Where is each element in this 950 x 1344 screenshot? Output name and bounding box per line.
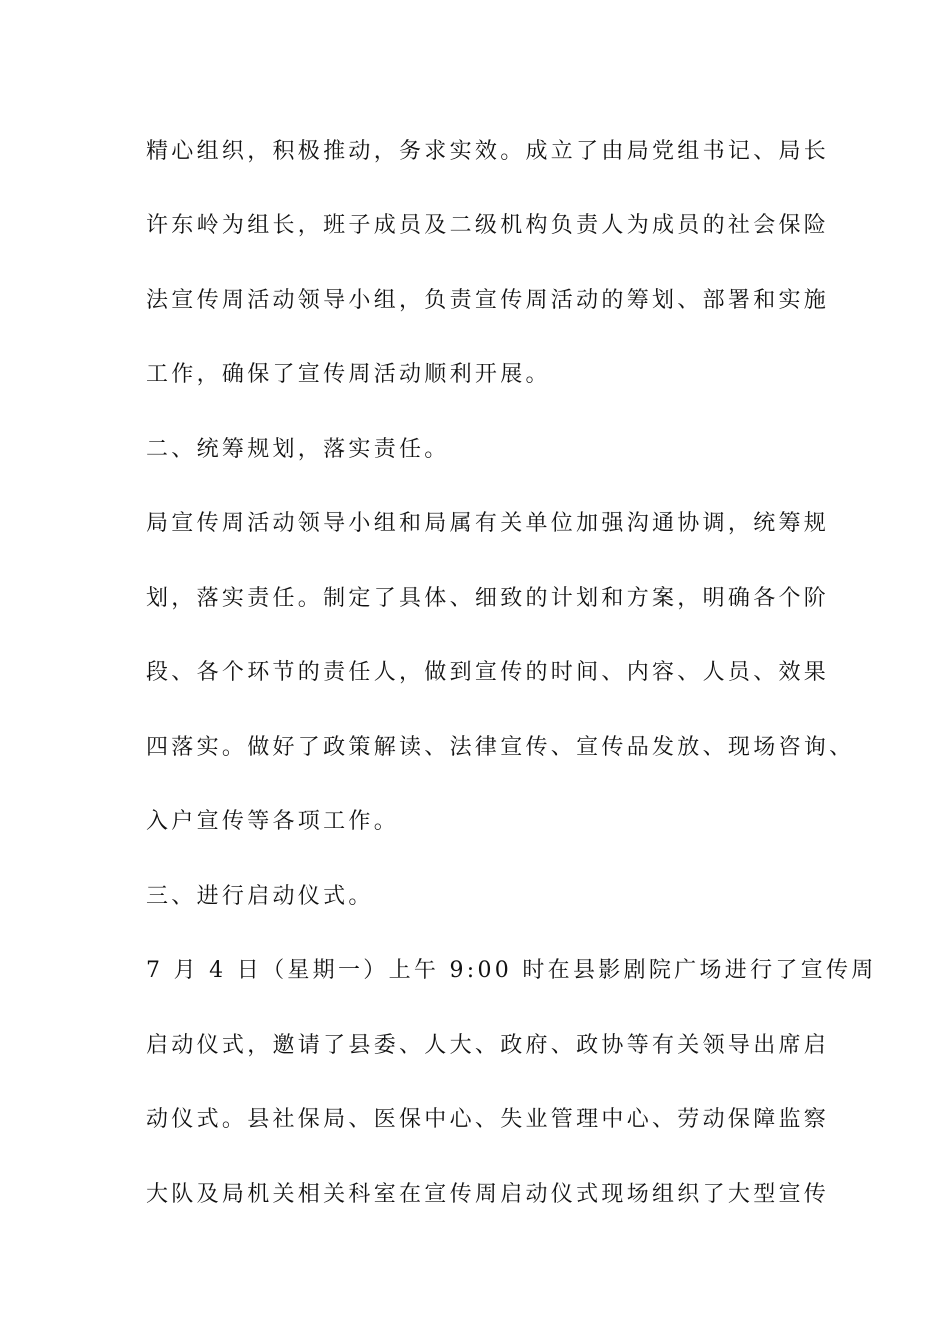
body-text-line: 7 月 4 日（星期一）上午 9:00 时在县影剧院广场进行了宣传周: [146, 958, 877, 983]
body-text-line: 划，落实责任。制定了具体、细致的计划和方案，明确各个阶: [146, 586, 830, 611]
body-text-line: 四落实。做好了政策解读、法律宣传、宣传品发放、现场咨询、: [146, 735, 855, 760]
body-text-line: 精心组织，积极推动，务求实效。成立了由局党组书记、局长: [146, 139, 830, 164]
body-text-line: 工作，确保了宣传周活动顺利开展。: [146, 362, 551, 387]
body-text-line: 动仪式。县社保局、医保中心、失业管理中心、劳动保障监察: [146, 1107, 830, 1132]
body-text-line: 许东岭为组长，班子成员及二级机构负责人为成员的社会保险: [146, 213, 830, 238]
body-text-line: 入户宣传等各项工作。: [146, 809, 400, 834]
body-text-line: 局宣传周活动领导小组和局属有关单位加强沟通协调，统筹规: [146, 511, 830, 536]
section-heading: 二、统筹规划，落实责任。: [146, 437, 450, 462]
body-text-line: 启动仪式，邀请了县委、人大、政府、政协等有关领导出席启: [146, 1033, 830, 1058]
body-text-line: 法宣传周活动领导小组，负责宣传周活动的筹划、部署和实施: [146, 288, 830, 313]
body-text-line: 大队及局机关相关科室在宣传周启动仪式现场组织了大型宣传: [146, 1182, 830, 1207]
body-text-line: 段、各个环节的责任人，做到宣传的时间、内容、人员、效果: [146, 660, 830, 685]
section-heading: 三、进行启动仪式。: [146, 884, 374, 909]
